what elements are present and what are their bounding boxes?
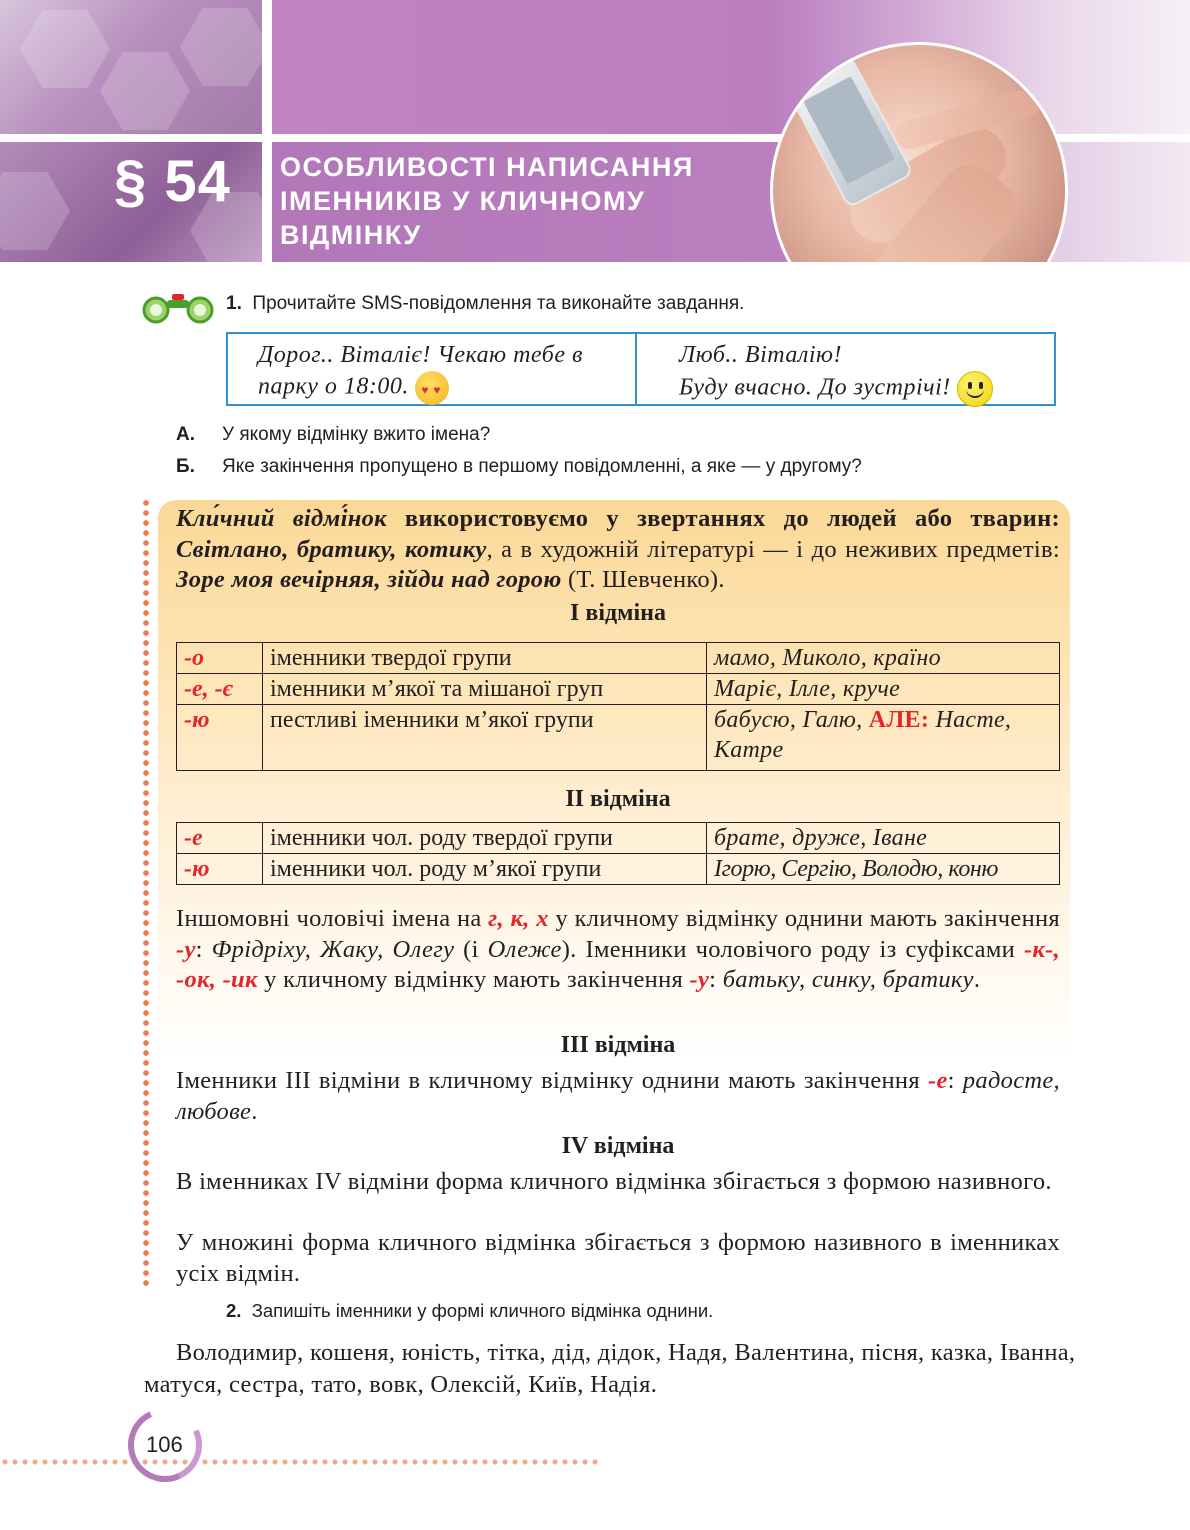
instruction-text: Прочитайте SMS-повідомлення та виконайте завдання. bbox=[252, 293, 745, 314]
quote-source: (Т. Шевченко). bbox=[561, 566, 725, 593]
ending: -у bbox=[689, 966, 710, 993]
note-text: . bbox=[973, 966, 981, 993]
question-text: У якому відмінку вжито імена? bbox=[222, 424, 491, 445]
table-row bbox=[177, 705, 1060, 771]
dotted-margin-line bbox=[142, 498, 150, 1288]
sms-message-2 bbox=[637, 334, 1054, 404]
rule-text: : bbox=[947, 1067, 963, 1094]
declension-3-text bbox=[176, 1066, 1060, 1127]
question-text: Яке закінчення пропущено в першому повідомленні, а яке — у другому? bbox=[222, 456, 862, 477]
hexagon-decor bbox=[20, 10, 110, 88]
description-cell: іменники твердої групи bbox=[263, 643, 707, 674]
declension-2-note bbox=[176, 904, 1060, 996]
hexagon-decor bbox=[0, 172, 70, 250]
ending-cell: -ю bbox=[177, 854, 263, 885]
examples-cell bbox=[707, 705, 1060, 771]
header-left-top-panel bbox=[0, 0, 262, 134]
rule-text: використовуємо у звертаннях до людей або тварин: bbox=[386, 505, 1060, 532]
examples: радосте, любове bbox=[176, 1067, 1060, 1125]
question-a bbox=[176, 424, 490, 446]
example-text: бабусю, Галю, bbox=[714, 707, 863, 733]
letters: г, к, х bbox=[488, 905, 549, 932]
declension-2-heading: ІІ відміна bbox=[565, 786, 671, 812]
section-title-line: ОСОБЛИВОСТІ НАПИСАННЯ bbox=[280, 152, 694, 182]
ending-cell: -ю bbox=[177, 705, 263, 771]
description-cell: іменники м’якої та мішаної груп bbox=[263, 674, 707, 705]
suffixes: -к-, -ок, -ик bbox=[176, 935, 1060, 993]
declension-1-table bbox=[176, 642, 1060, 771]
note-text: (і bbox=[454, 935, 488, 963]
ending-cell: -е, -є bbox=[177, 674, 263, 705]
sms-line bbox=[679, 371, 1054, 407]
note-text: : bbox=[195, 935, 212, 963]
declension-3-heading: ІІІ відміна bbox=[560, 1032, 676, 1058]
chapter-header bbox=[0, 0, 1190, 262]
smiley-icon bbox=[957, 371, 993, 407]
question-label: Б. bbox=[176, 456, 195, 477]
table-row bbox=[177, 854, 1060, 885]
examples: Олеже bbox=[487, 935, 562, 963]
exercise-number: 1. bbox=[226, 293, 242, 314]
description-cell: пестливі іменники м’якої групи bbox=[263, 705, 707, 771]
example-text: Насте, Катре bbox=[714, 707, 1012, 763]
ending-cell: -е bbox=[177, 823, 263, 854]
sms-line: Люб.. Віталію! bbox=[679, 342, 842, 368]
rule-text: . bbox=[251, 1097, 258, 1125]
declension-2-table bbox=[176, 822, 1060, 885]
header-right-top-panel bbox=[272, 0, 1190, 134]
description-cell: іменники чол. роду м’якої групи bbox=[263, 854, 707, 885]
ending-cell: -о bbox=[177, 643, 263, 674]
sms-message-1 bbox=[228, 334, 637, 404]
examples-cell: Маріє, Ілле, круче bbox=[707, 674, 1060, 705]
question-label: А. bbox=[176, 424, 195, 445]
exercise-number: 2. bbox=[226, 1300, 242, 1321]
rule-intro bbox=[176, 504, 1060, 596]
binoculars-icon bbox=[140, 290, 216, 324]
hexagon-decor bbox=[180, 8, 270, 86]
examples: батьку, синку, братику bbox=[722, 966, 974, 993]
description-cell: іменники чол. роду твердої групи bbox=[263, 823, 707, 854]
note-text: у кличному відмінку однини мають закінчення bbox=[548, 905, 1060, 932]
note-text: Іншомовні чоловічі імена на bbox=[176, 905, 489, 932]
declension-4-heading: IV відміна bbox=[561, 1133, 675, 1159]
section-title-line: ІМЕННИКІВ У КЛИЧНОМУ bbox=[280, 186, 646, 216]
section-number: § 54 bbox=[114, 149, 231, 214]
section-title-line: ВІДМІНКУ bbox=[280, 220, 422, 250]
examples: Світлано, братику, котику bbox=[176, 535, 487, 563]
declension-1-heading: І відміна bbox=[570, 600, 666, 626]
note-text: : bbox=[709, 966, 723, 993]
hexagon-decor bbox=[100, 52, 190, 130]
exception-label: АЛЕ: bbox=[868, 707, 930, 733]
declension-4-text-2: У множині форма кличного відмінка збігається з формою називного в іменниках усіх відмін. bbox=[176, 1229, 1060, 1287]
in-love-emoji-icon bbox=[415, 371, 449, 405]
sms-table bbox=[226, 332, 1056, 406]
quote: Зоре моя вечірняя, зійди над горою bbox=[176, 566, 562, 593]
note-text: у кличному відмінку мають закінчення bbox=[257, 966, 690, 993]
sms-line-text: Буду вчасно. До зустрічі! bbox=[679, 374, 951, 401]
exercise-2-word-list: Володимир, кошеня, юність, тітка, дід, дідок, Надя, Валентина, пісня, казка, Іванна, матуся, сестра, тато, вовк, Олексій, Київ, Надія. bbox=[144, 1339, 1076, 1398]
rule-text: Іменники ІІІ відміни в кличному відмінку однини мають закінчення bbox=[176, 1067, 928, 1094]
declension-4-text-1: В іменниках IV відміни форма кличного відмінка збігається з формою називного. bbox=[176, 1168, 1052, 1195]
sms-line bbox=[258, 371, 635, 405]
examples: Фрідріху, Жаку, Олегу bbox=[211, 935, 455, 963]
table-row bbox=[177, 823, 1060, 854]
table-row bbox=[177, 643, 1060, 674]
question-b bbox=[176, 456, 862, 478]
sms-line: Дорог.. Віталіє! Чекаю тебе в bbox=[258, 342, 583, 368]
sms-line-text: парку о 18:00. bbox=[258, 373, 409, 400]
examples-cell: мамо, Миколо, країно bbox=[707, 643, 1060, 674]
table-row bbox=[177, 674, 1060, 705]
examples-cell: брате, друже, Іване bbox=[707, 823, 1060, 854]
exercise-1-instruction bbox=[226, 293, 744, 315]
exercise-2-instruction bbox=[226, 1300, 713, 1322]
term: Кли́чний відмі́нок bbox=[176, 505, 387, 532]
note-text: ). Іменники чоловічого роду із суфіксами bbox=[561, 935, 1024, 963]
page-number: 106 bbox=[146, 1432, 183, 1457]
section-title bbox=[280, 150, 760, 252]
rule-text: , а в художній літературі — і до неживих предметів: bbox=[486, 535, 1060, 563]
footer-dotted-line bbox=[0, 1458, 600, 1466]
ending: -у bbox=[176, 935, 196, 963]
examples-cell: Ігорю, Сергію, Володю, коню bbox=[707, 854, 1060, 885]
instruction-text: Запишіть іменники у формі кличного відмінка однини. bbox=[251, 1300, 714, 1321]
ending: -е bbox=[928, 1067, 948, 1094]
